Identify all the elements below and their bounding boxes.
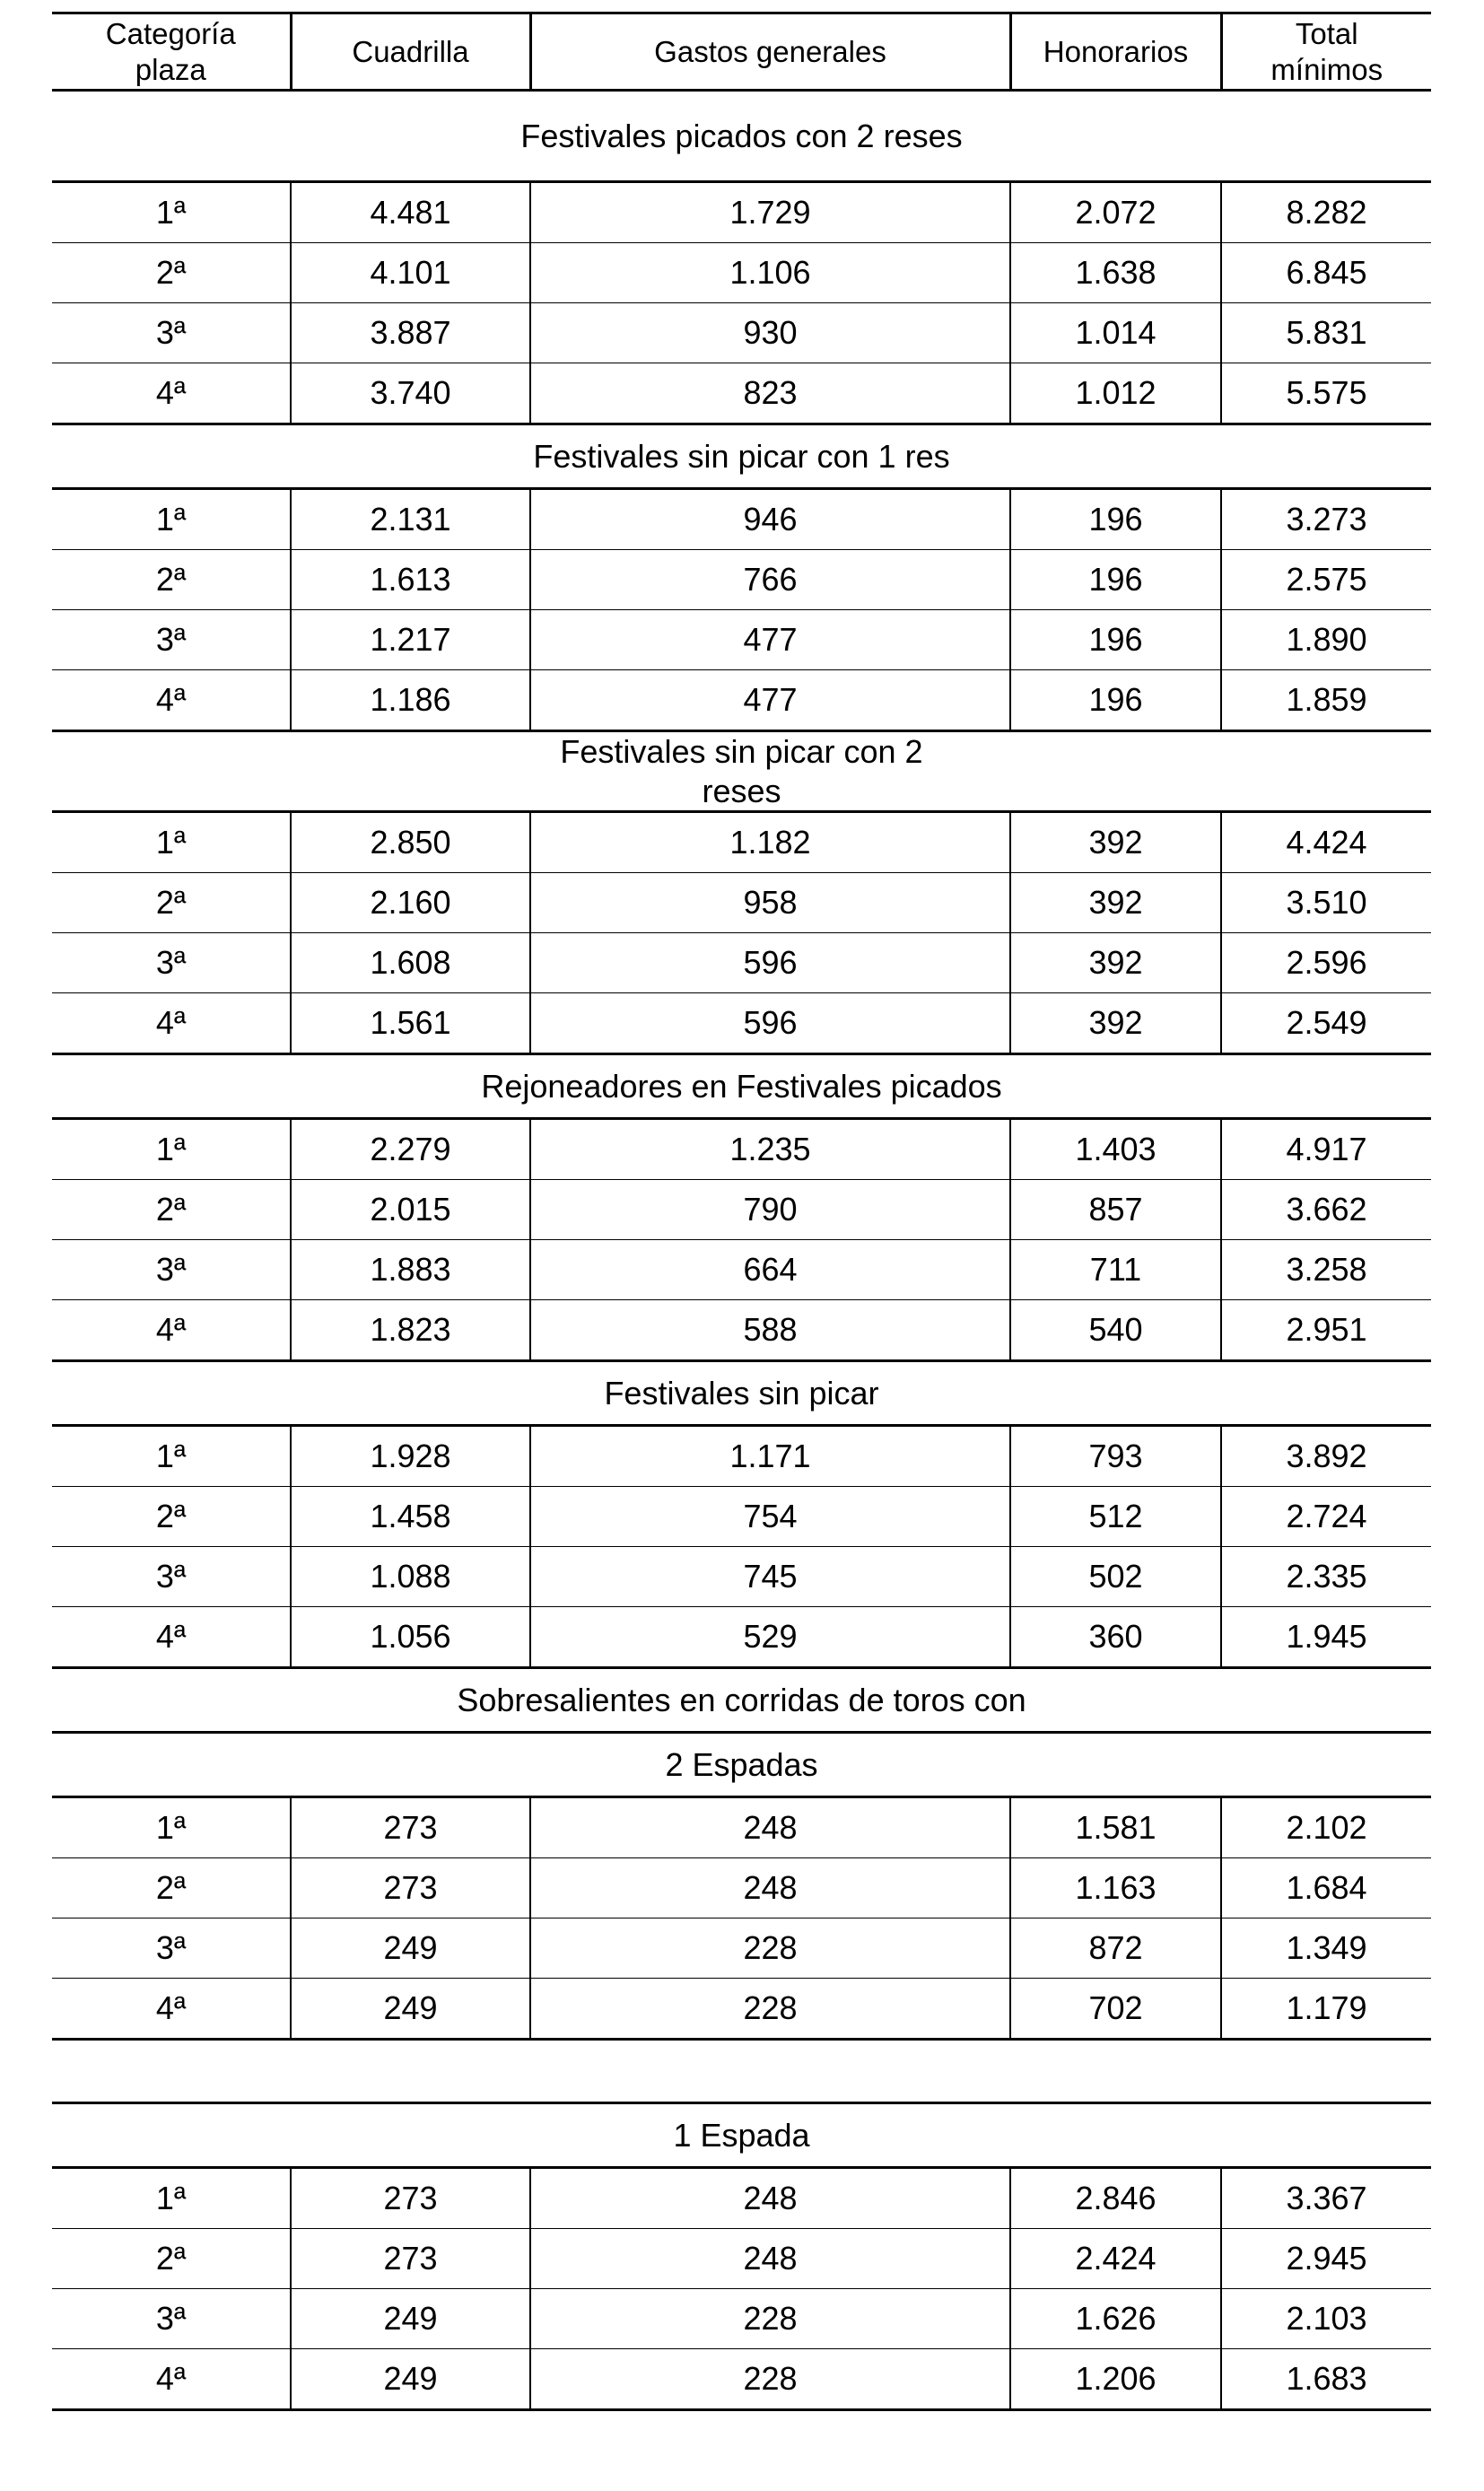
cell-cuadrilla: 2.160 bbox=[291, 873, 530, 933]
spacer-row bbox=[52, 2040, 1431, 2103]
cell-categoria: 2ª bbox=[52, 1487, 291, 1547]
cell-cuadrilla: 1.217 bbox=[291, 610, 530, 670]
cell-gastos-generales: 588 bbox=[530, 1300, 1010, 1361]
cell-total-minimos: 3.258 bbox=[1221, 1240, 1431, 1300]
cell-total-minimos: 2.102 bbox=[1221, 1797, 1431, 1858]
cell-cuadrilla: 249 bbox=[291, 2289, 530, 2349]
cell-cuadrilla: 2.850 bbox=[291, 812, 530, 873]
cell-honorarios: 702 bbox=[1010, 1979, 1221, 2040]
section-title: Festivales picados con 2 reses bbox=[52, 91, 1431, 182]
section-row-festivales-picados-con-2-reses bbox=[52, 91, 1431, 182]
cell-honorarios: 1.581 bbox=[1010, 1797, 1221, 1858]
cell-honorarios: 512 bbox=[1010, 1487, 1221, 1547]
cell-categoria: 2ª bbox=[52, 550, 291, 610]
table-row bbox=[52, 550, 1431, 610]
cell-cuadrilla: 249 bbox=[291, 1919, 530, 1979]
section-row-rejoneadores-en-festivales-picados bbox=[52, 1054, 1431, 1119]
cell-categoria: 3ª bbox=[52, 303, 291, 363]
table-row bbox=[52, 1240, 1431, 1300]
table-row bbox=[52, 1487, 1431, 1547]
cell-cuadrilla: 1.883 bbox=[291, 1240, 530, 1300]
cell-gastos-generales: 248 bbox=[530, 1858, 1010, 1919]
section-row-2-espadas bbox=[52, 1733, 1431, 1797]
cell-honorarios: 196 bbox=[1010, 610, 1221, 670]
header-cuadrilla: Cuadrilla bbox=[291, 13, 530, 91]
table-row bbox=[52, 610, 1431, 670]
section-title: Festivales sin picar bbox=[52, 1361, 1431, 1426]
table-row bbox=[52, 1919, 1431, 1979]
cell-honorarios: 196 bbox=[1010, 550, 1221, 610]
cell-total-minimos: 3.510 bbox=[1221, 873, 1431, 933]
cell-cuadrilla: 1.186 bbox=[291, 670, 530, 731]
cell-gastos-generales: 477 bbox=[530, 610, 1010, 670]
cell-gastos-generales: 228 bbox=[530, 2289, 1010, 2349]
table-row bbox=[52, 2289, 1431, 2349]
cell-gastos-generales: 228 bbox=[530, 1979, 1010, 2040]
cell-honorarios: 2.072 bbox=[1010, 182, 1221, 243]
header-line: Categoría bbox=[105, 16, 236, 50]
cell-cuadrilla: 273 bbox=[291, 1858, 530, 1919]
cell-categoria: 4ª bbox=[52, 1300, 291, 1361]
table-row bbox=[52, 1119, 1431, 1180]
cell-categoria: 4ª bbox=[52, 363, 291, 424]
table-row bbox=[52, 1180, 1431, 1240]
cell-categoria: 1ª bbox=[52, 812, 291, 873]
cell-cuadrilla: 3.887 bbox=[291, 303, 530, 363]
cell-total-minimos: 1.945 bbox=[1221, 1607, 1431, 1668]
spacer-cell bbox=[52, 2040, 1431, 2103]
cell-cuadrilla: 1.056 bbox=[291, 1607, 530, 1668]
cell-categoria: 3ª bbox=[52, 933, 291, 993]
cell-cuadrilla: 249 bbox=[291, 1979, 530, 2040]
table-row bbox=[52, 1979, 1431, 2040]
cell-gastos-generales: 946 bbox=[530, 489, 1010, 550]
cell-honorarios: 872 bbox=[1010, 1919, 1221, 1979]
cell-categoria: 4ª bbox=[52, 1979, 291, 2040]
section-title: Festivales sin picar con 1 res bbox=[52, 424, 1431, 489]
cell-cuadrilla: 4.101 bbox=[291, 243, 530, 303]
table-row bbox=[52, 1426, 1431, 1487]
section-title-text: Festivales sin picar con 2 reses bbox=[560, 733, 923, 809]
cell-cuadrilla: 2.131 bbox=[291, 489, 530, 550]
cell-honorarios: 392 bbox=[1010, 993, 1221, 1054]
cell-total-minimos: 2.103 bbox=[1221, 2289, 1431, 2349]
cell-honorarios: 1.638 bbox=[1010, 243, 1221, 303]
header-honorarios: Honorarios bbox=[1010, 13, 1221, 91]
cell-gastos-generales: 1.182 bbox=[530, 812, 1010, 873]
cell-honorarios: 392 bbox=[1010, 873, 1221, 933]
cell-honorarios: 1.403 bbox=[1010, 1119, 1221, 1180]
section-row-sobresalientes-en-corridas-de-toros-con bbox=[52, 1668, 1431, 1733]
cell-total-minimos: 3.892 bbox=[1221, 1426, 1431, 1487]
cell-total-minimos: 1.859 bbox=[1221, 670, 1431, 731]
table-row bbox=[52, 303, 1431, 363]
table-row bbox=[52, 2229, 1431, 2289]
cell-categoria: 3ª bbox=[52, 1919, 291, 1979]
cell-cuadrilla: 1.458 bbox=[291, 1487, 530, 1547]
cell-categoria: 3ª bbox=[52, 2289, 291, 2349]
cell-total-minimos: 2.335 bbox=[1221, 1547, 1431, 1607]
cell-total-minimos: 4.424 bbox=[1221, 812, 1431, 873]
cell-total-minimos: 1.683 bbox=[1221, 2349, 1431, 2410]
cell-honorarios: 196 bbox=[1010, 489, 1221, 550]
cell-total-minimos: 2.951 bbox=[1221, 1300, 1431, 1361]
cell-cuadrilla: 1.928 bbox=[291, 1426, 530, 1487]
cell-total-minimos: 2.724 bbox=[1221, 1487, 1431, 1547]
cell-honorarios: 2.424 bbox=[1010, 2229, 1221, 2289]
section-title bbox=[52, 731, 1431, 812]
cell-gastos-generales: 754 bbox=[530, 1487, 1010, 1547]
section-title: 1 Espada bbox=[52, 2103, 1431, 2168]
cell-cuadrilla: 249 bbox=[291, 2349, 530, 2410]
cell-honorarios: 1.014 bbox=[1010, 303, 1221, 363]
cell-cuadrilla: 273 bbox=[291, 2229, 530, 2289]
cell-cuadrilla: 1.608 bbox=[291, 933, 530, 993]
cell-categoria: 1ª bbox=[52, 1426, 291, 1487]
table-row bbox=[52, 812, 1431, 873]
table-row bbox=[52, 670, 1431, 731]
cell-gastos-generales: 1.729 bbox=[530, 182, 1010, 243]
cell-categoria: 2ª bbox=[52, 1858, 291, 1919]
cell-total-minimos: 1.684 bbox=[1221, 1858, 1431, 1919]
cell-honorarios: 360 bbox=[1010, 1607, 1221, 1668]
section-row-festivales-sin-picar-con-2-reses bbox=[52, 731, 1431, 812]
cell-total-minimos: 1.179 bbox=[1221, 1979, 1431, 2040]
header-gastos-generales: Gastos generales bbox=[530, 13, 1010, 91]
header-total-minimos bbox=[1221, 13, 1431, 91]
cell-gastos-generales: 790 bbox=[530, 1180, 1010, 1240]
cell-gastos-generales: 1.106 bbox=[530, 243, 1010, 303]
cell-categoria: 2ª bbox=[52, 2229, 291, 2289]
cell-gastos-generales: 823 bbox=[530, 363, 1010, 424]
cell-gastos-generales: 477 bbox=[530, 670, 1010, 731]
header-row bbox=[52, 13, 1431, 91]
cell-honorarios: 1.626 bbox=[1010, 2289, 1221, 2349]
cell-honorarios: 2.846 bbox=[1010, 2168, 1221, 2229]
cell-cuadrilla: 2.015 bbox=[291, 1180, 530, 1240]
cell-categoria: 1ª bbox=[52, 2168, 291, 2229]
header-line: plaza bbox=[135, 52, 206, 86]
section-title: Rejoneadores en Festivales picados bbox=[52, 1054, 1431, 1119]
cell-cuadrilla: 273 bbox=[291, 2168, 530, 2229]
cell-gastos-generales: 1.235 bbox=[530, 1119, 1010, 1180]
cell-total-minimos: 2.549 bbox=[1221, 993, 1431, 1054]
cell-total-minimos: 1.349 bbox=[1221, 1919, 1431, 1979]
cell-total-minimos: 3.367 bbox=[1221, 2168, 1431, 2229]
table-row bbox=[52, 2168, 1431, 2229]
cell-gastos-generales: 228 bbox=[530, 2349, 1010, 2410]
table-row bbox=[52, 363, 1431, 424]
cell-gastos-generales: 596 bbox=[530, 933, 1010, 993]
cell-cuadrilla: 273 bbox=[291, 1797, 530, 1858]
cell-categoria: 3ª bbox=[52, 610, 291, 670]
cell-cuadrilla: 1.561 bbox=[291, 993, 530, 1054]
cell-categoria: 4ª bbox=[52, 2349, 291, 2410]
cell-total-minimos: 6.845 bbox=[1221, 243, 1431, 303]
cell-categoria: 1ª bbox=[52, 1119, 291, 1180]
cell-total-minimos: 3.273 bbox=[1221, 489, 1431, 550]
table-row bbox=[52, 243, 1431, 303]
header-categoria-plaza bbox=[52, 13, 291, 91]
cell-categoria: 3ª bbox=[52, 1240, 291, 1300]
header-line: Total bbox=[1295, 16, 1358, 50]
cell-cuadrilla: 2.279 bbox=[291, 1119, 530, 1180]
cell-categoria: 2ª bbox=[52, 243, 291, 303]
cell-honorarios: 392 bbox=[1010, 812, 1221, 873]
cell-gastos-generales: 248 bbox=[530, 1797, 1010, 1858]
table-row bbox=[52, 873, 1431, 933]
table-row bbox=[52, 2349, 1431, 2410]
cell-honorarios: 502 bbox=[1010, 1547, 1221, 1607]
cell-honorarios: 1.163 bbox=[1010, 1858, 1221, 1919]
table-row bbox=[52, 489, 1431, 550]
cell-total-minimos: 5.575 bbox=[1221, 363, 1431, 424]
table-row bbox=[52, 1797, 1431, 1858]
cell-gastos-generales: 248 bbox=[530, 2229, 1010, 2289]
cell-gastos-generales: 745 bbox=[530, 1547, 1010, 1607]
cell-total-minimos: 4.917 bbox=[1221, 1119, 1431, 1180]
cell-cuadrilla: 3.740 bbox=[291, 363, 530, 424]
section-row-festivales-sin-picar bbox=[52, 1361, 1431, 1426]
cell-gastos-generales: 1.171 bbox=[530, 1426, 1010, 1487]
cell-gastos-generales: 930 bbox=[530, 303, 1010, 363]
cell-categoria: 2ª bbox=[52, 873, 291, 933]
fees-table bbox=[52, 12, 1431, 2411]
cell-categoria: 1ª bbox=[52, 1797, 291, 1858]
cell-honorarios: 1.206 bbox=[1010, 2349, 1221, 2410]
cell-total-minimos: 2.945 bbox=[1221, 2229, 1431, 2289]
cell-honorarios: 711 bbox=[1010, 1240, 1221, 1300]
cell-categoria: 1ª bbox=[52, 182, 291, 243]
cell-categoria: 1ª bbox=[52, 489, 291, 550]
cell-gastos-generales: 529 bbox=[530, 1607, 1010, 1668]
section-title: Sobresalientes en corridas de toros con bbox=[52, 1668, 1431, 1733]
table-row bbox=[52, 993, 1431, 1054]
cell-gastos-generales: 228 bbox=[530, 1919, 1010, 1979]
cell-cuadrilla: 1.088 bbox=[291, 1547, 530, 1607]
table-body bbox=[52, 91, 1431, 2410]
cell-categoria: 4ª bbox=[52, 993, 291, 1054]
cell-categoria: 3ª bbox=[52, 1547, 291, 1607]
cell-gastos-generales: 766 bbox=[530, 550, 1010, 610]
cell-total-minimos: 2.596 bbox=[1221, 933, 1431, 993]
table-row bbox=[52, 1858, 1431, 1919]
cell-total-minimos: 1.890 bbox=[1221, 610, 1431, 670]
table-row bbox=[52, 182, 1431, 243]
cell-honorarios: 540 bbox=[1010, 1300, 1221, 1361]
cell-honorarios: 392 bbox=[1010, 933, 1221, 993]
cell-cuadrilla: 4.481 bbox=[291, 182, 530, 243]
cell-total-minimos: 5.831 bbox=[1221, 303, 1431, 363]
cell-gastos-generales: 664 bbox=[530, 1240, 1010, 1300]
table-row bbox=[52, 1300, 1431, 1361]
cell-honorarios: 793 bbox=[1010, 1426, 1221, 1487]
header-line: mínimos bbox=[1270, 52, 1384, 86]
cell-gastos-generales: 248 bbox=[530, 2168, 1010, 2229]
table-row bbox=[52, 1607, 1431, 1668]
cell-cuadrilla: 1.613 bbox=[291, 550, 530, 610]
section-subtitle: 2 Espadas bbox=[52, 1733, 1431, 1797]
cell-categoria: 2ª bbox=[52, 1180, 291, 1240]
cell-total-minimos: 2.575 bbox=[1221, 550, 1431, 610]
cell-cuadrilla: 1.823 bbox=[291, 1300, 530, 1361]
cell-honorarios: 1.012 bbox=[1010, 363, 1221, 424]
cell-honorarios: 196 bbox=[1010, 670, 1221, 731]
table-row bbox=[52, 933, 1431, 993]
cell-categoria: 4ª bbox=[52, 1607, 291, 1668]
table-row bbox=[52, 1547, 1431, 1607]
cell-gastos-generales: 958 bbox=[530, 873, 1010, 933]
section-row-festivales-sin-picar-con-1-res bbox=[52, 424, 1431, 489]
cell-gastos-generales: 596 bbox=[530, 993, 1010, 1054]
cell-categoria: 4ª bbox=[52, 670, 291, 731]
cell-total-minimos: 8.282 bbox=[1221, 182, 1431, 243]
cell-honorarios: 857 bbox=[1010, 1180, 1221, 1240]
cell-total-minimos: 3.662 bbox=[1221, 1180, 1431, 1240]
section-row-1-espada bbox=[52, 2103, 1431, 2168]
